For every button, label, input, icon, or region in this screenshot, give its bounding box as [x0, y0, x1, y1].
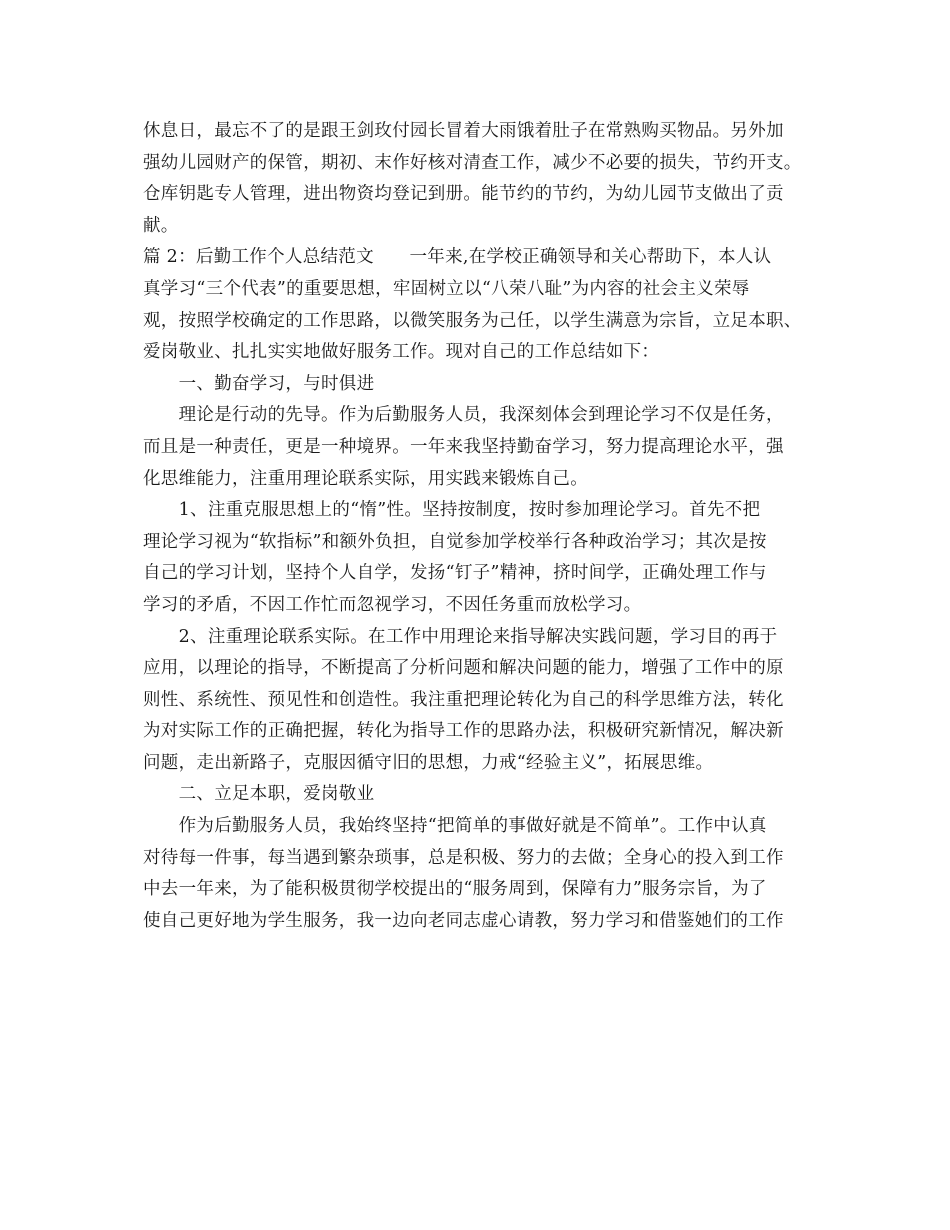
- text-line: 化思维能力，注重用理论联系实际，用实践来锻炼自己。: [143, 468, 588, 489]
- text-line: 使自己更好地为学生服务，我一边向老同志虚心请教，努力学习和借鉴她们的工作: [143, 910, 784, 931]
- text-line: 为对实际工作的正确把握，转化为指导工作的思路办法，积极研究新情况，解决新: [143, 721, 784, 742]
- section-heading: 二、立足本职，爱岗敬业: [143, 784, 375, 805]
- section-heading: 一、勤奋学习，与时俱进: [143, 373, 375, 394]
- text-line: 爱岗敬业、扎扎实实地做好服务工作。现对自己的工作总结如下：: [143, 342, 660, 363]
- text-line: 作为后勤服务人员，我始终坚持“把简单的事做好就是不简单”。工作中认真: [143, 816, 767, 837]
- text-line: 应用，以理论的指导，不断提高了分析问题和解决问题的能力，增强了工作中的原: [143, 658, 784, 679]
- text-line: 观，按照学校确定的工作思路，以微笑服务为己任，以学生满意为宗旨，立足本职、: [143, 310, 802, 331]
- text-line: 休息日，最忘不了的是跟王剑玫付园长冒着大雨饿着肚子在常熟购买物品。另外加: [143, 121, 784, 141]
- section-heading-line: 篇 2：后勤工作个人总结范文 一年来,在学校正确领导和关心帮助下，本人认: [143, 247, 772, 268]
- text-line: 则性、系统性、预见性和创造性。我注重把理论转化为自己的科学思维方法，转化: [143, 689, 784, 710]
- text-line: 理论是行动的先导。作为后勤服务人员，我深刻体会到理论学习不仅是任务，: [143, 405, 784, 426]
- text-line: 自己的学习计划，坚持个人自学，发扬“钉子”精神，挤时间学，正确处理工作与: [143, 563, 767, 584]
- text-line: 对待每一件事，每当遇到繁杂琐事，总是积极、努力的去做；全身心的投入到工作: [143, 847, 784, 868]
- text-line: 强幼儿园财产的保管，期初、末作好核对清查工作，减少不必要的损失，节约开支。: [143, 152, 802, 173]
- text-line: 理论学习视为“软指标”和额外负担，自觉参加学校举行各种政治学习；其次是按: [143, 531, 767, 552]
- text-line: 2、注重理论联系实际。在工作中用理论来指导解决实践问题，学习目的再于: [143, 626, 778, 647]
- text-line: 仓库钥匙专人管理，进出物资均登记到册。能节约的节约，为幼儿园节支做出了贡: [143, 184, 784, 205]
- text-line: 问题，走出新路子，克服因循守旧的思想，力戒“经验主义”，拓展思维。: [143, 752, 714, 773]
- text-line: 中去一年来，为了能积极贯彻学校提出的“服务周到，保障有力”服务宗旨，为了: [143, 879, 767, 900]
- text-line: 真学习“三个代表”的重要思想，牢固树立以“八荣八耻”为内容的社会主义荣辱: [143, 278, 750, 299]
- text-line: 1、注重克服思想上的“惰”性。坚持按制度，按时参加理论学习。首先不把: [143, 500, 761, 521]
- text-line: 献。: [143, 215, 179, 236]
- text-line: 学习的矛盾，不因工作忙而忽视学习，不因任务重而放松学习。: [143, 594, 642, 615]
- document-body: [143, 116, 823, 937]
- text-line: 而且是一种责任，更是一种境界。一年来我坚持勤奋学习，努力提高理论水平，强: [143, 436, 784, 457]
